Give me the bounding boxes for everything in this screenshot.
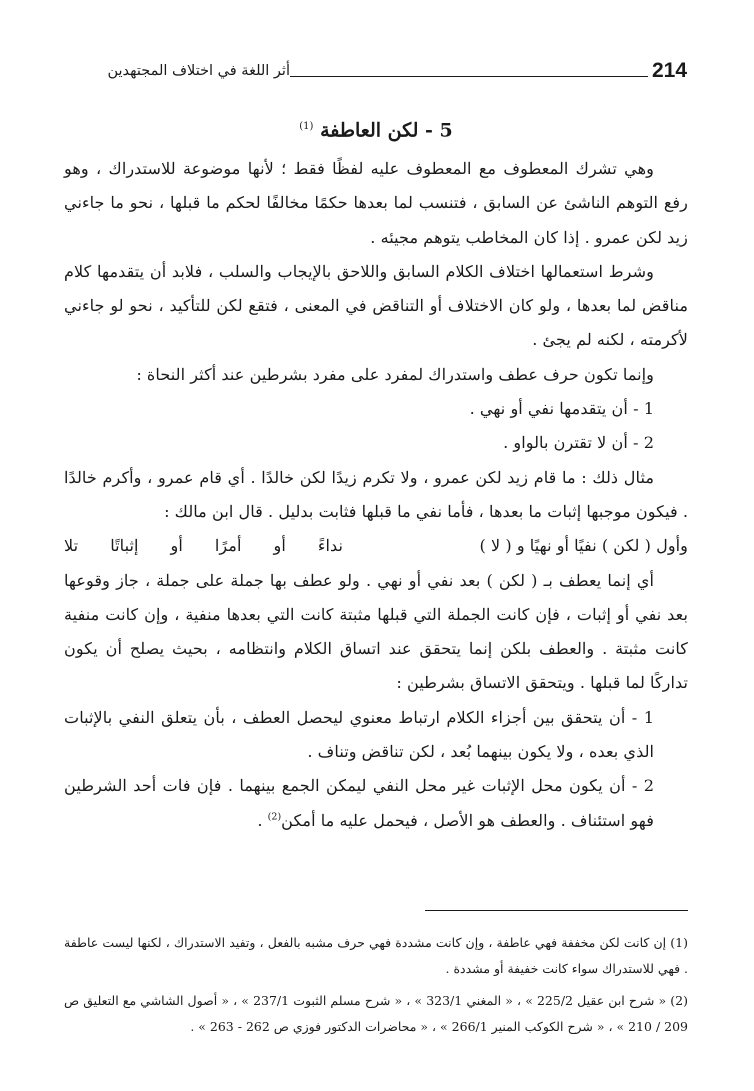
footnote-one: (1) إن كانت لكن مخففة فهي عاطفة ، وإن كانت مشددة فهي حرف مشبه بالفعل ، وتفيد الاستدراك ، لكنها ليست عاطفة . فهي للاستدراك سواء كانت خفيفة أو مشددة .	[64, 935, 688, 976]
paragraph-definition: وهي تشرك المعطوف مع المعطوف عليه لفظًا فقط ؛ لأنها موضوعة للاستدراك ، وهو رفع التوهم الناشئ عن السابق ، فتنسب لما بعدها حكمًا مخالفًا لحكم ما قبلها ، نحو ما جاءني زيد لكن عمرو . إذا كان المخاطب يتوهم مجيئه .	[64, 159, 688, 247]
section-heading	[64, 112, 688, 145]
footnote-separator	[425, 910, 688, 911]
coherence-condition-two	[64, 769, 688, 838]
verse-second-hemistich: نداءً أو أمرًا أو إثباتًا تلا	[64, 536, 343, 556]
running-title: أثر اللغة في اختلاف المجتهدين	[107, 63, 290, 79]
header-rule	[290, 76, 648, 77]
condition-one: 1 - أن يتقدمها نفي أو نهي .	[469, 399, 654, 419]
footnotes	[64, 930, 688, 1040]
verse-first-hemistich: وأول ( لكن ) نفيًا أو نهيًا و ( لا )	[479, 536, 688, 556]
condition-two: 2 - أن لا تقترن بالواو .	[503, 433, 654, 453]
paragraph-example: مثال ذلك : ما قام زيد لكن عمرو ، ولا تكرم زيدًا لكن خالدًا . أي قام عمرو ، وأكرم خالدًا . فيكون موجبها إثبات ما بعدها ، فأما نفي ما قبلها فثابت بدليل . قال ابن مالك :	[64, 467, 688, 521]
paragraph-explanation: أي إنما يعطف بـ ( لكن ) بعد نفي أو نهي . ولو عطف بها جملة على جملة ، جاز وقوعها بعد نفي أو إثبات ، فإن كانت الجملة التي قبلها مثبتة كانت التي بعدها منفية ، وإن كانت منفية كانت مثبتة . والعطف بلكن إنما يتحقق عند اتساق الكلام وانتظامه ، بحيث يصلح أن يكون تداركًا لما قبلها . ويتحقق الاتساق بشرطين :	[64, 570, 688, 693]
section-title: 5 - لكن العاطفة	[320, 119, 453, 142]
paragraph-conditions-intro: وإنما تكون حرف عطف واستدراك لمفرد على مفرد بشرطين عند أكثر النحاة :	[136, 364, 654, 384]
section-footnote-ref: (1)	[299, 121, 314, 132]
poetry-verse	[64, 529, 688, 563]
page-number: 214	[652, 59, 688, 82]
paragraph-condition: وشرط استعمالها اختلاف الكلام السابق واللاحق بالإيجاب والسلب ، فلابد أن يتقدمها كلام مناقض لما بعدها ، ولو كان الاختلاف أو التناقض في المعنى ، فتقع لكن للتأكيد ، نحو لو جاءني لأكرمته ، لكنه لم يجئ .	[64, 261, 688, 350]
coherence-condition-two-text: 2 - أن يكون محل الإثبات غير محل النفي ليمكن الجمع بينهما . فإن فات أحد الشرطين فهو استئناف . والعطف هو الأصل ، فيحمل عليه ما أمكن	[64, 776, 654, 830]
coherence-condition-one: 1 - أن يتحقق بين أجزاء الكلام ارتباط معنوي ليحصل العطف ، بأن يتعلق النفي بالإثبات الذي بعده ، ولا يكون بينهما بُعد ، لكن تناقض وتناف .	[64, 707, 654, 762]
main-text	[64, 152, 688, 838]
footnote-two: (2) « شرح ابن عقيل 225/2 » ، « المغني 323/1 » ، « شرح مسلم الثبوت 237/1 » ، « أصول الشاشي مع التعليق ص 209 / 210 » ، « شرح الكوكب المنير 266/1 » ، « محاضرات الدكتور فوزي ص 262 - 263 » .	[64, 993, 688, 1034]
coherence-condition-two-end: .	[257, 810, 268, 830]
footnote-ref-two: (2)	[267, 811, 282, 823]
